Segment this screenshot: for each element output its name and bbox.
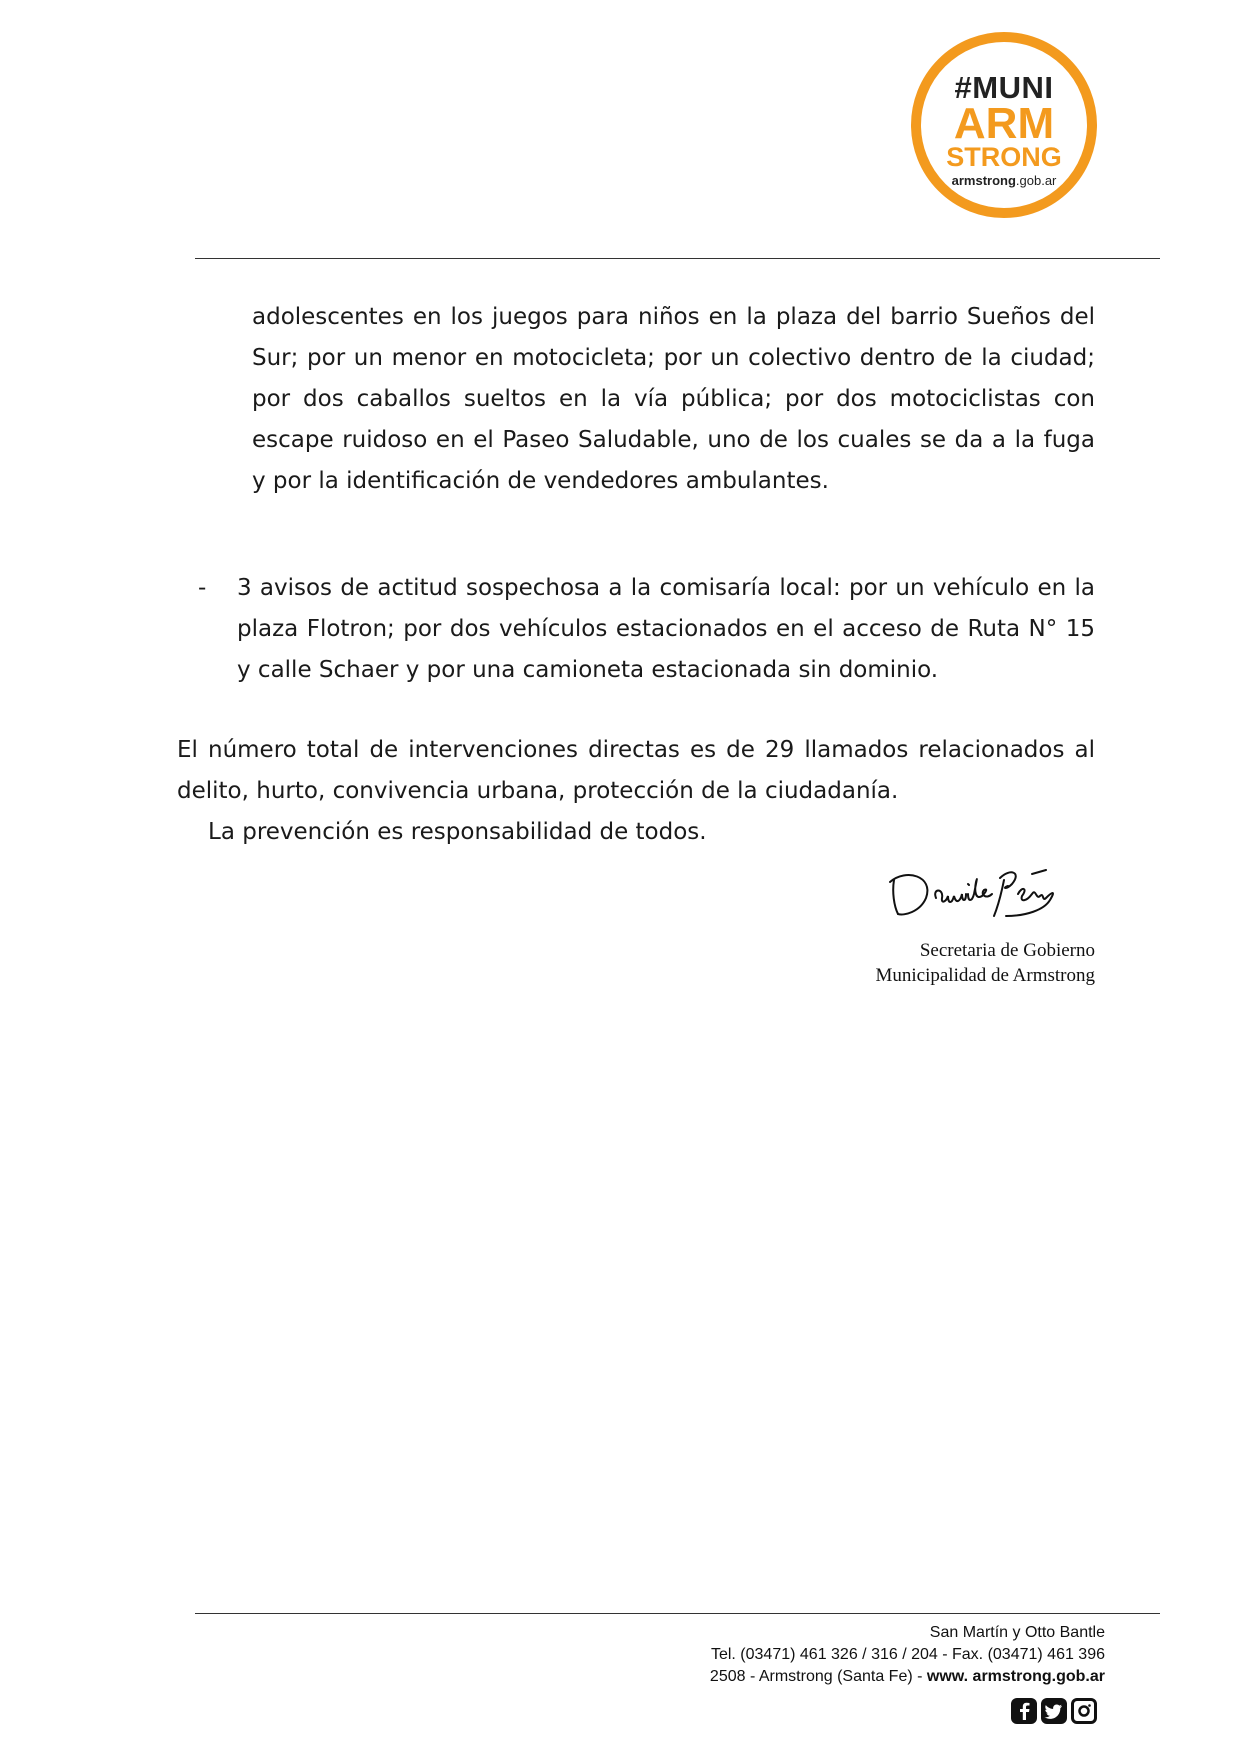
twitter-icon[interactable] [1041,1698,1067,1724]
footer-city: 2508 - Armstrong (Santa Fe) - [709,1668,927,1685]
bullet-item-suspicious-activity: 3 avisos de actitud sospechosa a la comisaría local: por un vehículo en la plaza Flotron; por dos vehículos estacionados en el acceso de Ruta N° 15 y calle Schaer y por una camioneta estacionada sin dominio. [237,575,1095,683]
municipality-logo [911,32,1097,218]
signatory-block [875,938,1095,988]
logo-domain-light: .gob.ar [1015,173,1057,188]
logo-line-muni: #MUNI [954,70,1054,105]
logo-line-strong: STRONG [946,142,1062,172]
social-links [1011,1698,1097,1726]
bullet-marker: - [198,575,207,601]
signatory-title: Secretaria de Gobierno [919,940,1095,961]
signatory-organization: Municipalidad de Armstrong [875,965,1095,986]
continued-paragraph: adolescentes en los juegos para niños en la plaza del barrio Sueños del Sur; por un menor en motocicleta; por un colectivo dentro de la ciudad; por dos caballos sueltos en la vía pública; por dos motociclistas con escape ruidoso en el Paseo Saludable, uno de los cuales se da a la fuga y por la identificación de vendedores ambulantes. [252,304,1095,494]
logo-line-arm: ARM [953,99,1055,148]
instagram-icon[interactable] [1071,1698,1097,1724]
footer-contact [710,1622,1105,1688]
handwritten-signature [886,858,1076,928]
header-divider [195,258,1160,259]
footer-phones: Tel. (03471) 461 326 / 316 / 204 - Fax. (03471) 461 396 [710,1646,1105,1663]
closing-line: La prevención es responsabilidad de todos. [208,819,707,845]
facebook-icon[interactable] [1011,1698,1037,1724]
logo-domain-bold: armstrong [951,173,1016,188]
footer-address: San Martín y Otto Bantle [929,1624,1105,1641]
summary-paragraph: El número total de intervenciones directas es de 29 llamados relacionados al delito, hurto, convivencia urbana, protección de la ciudadanía. [177,737,1095,804]
logo-line-domain [921,174,1087,187]
footer-city-line [710,1666,1105,1688]
footer-divider [195,1613,1160,1614]
footer-website[interactable]: www. armstrong.gob.ar [926,1668,1105,1685]
